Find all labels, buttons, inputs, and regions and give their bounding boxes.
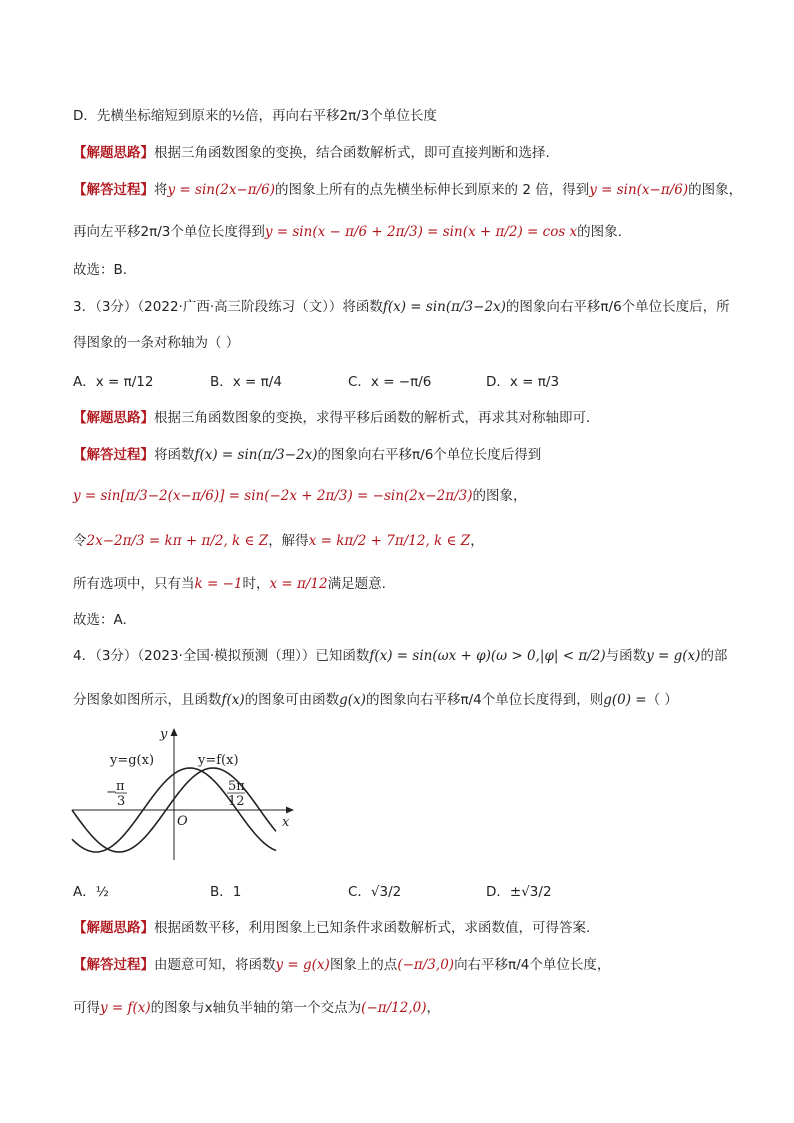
q4-process-line2: 可得y = f(x)的图象与x轴负半轴的第一个交点为(−π/12,0)， — [73, 1000, 440, 1016]
q3-process-line3: 令2x−2π/3 = kπ + π/2, k ∈ Z，解得x = kπ/2 + 7π/12, k ∈ Z， — [73, 533, 484, 549]
thought-tag: 【解题思路】 — [73, 920, 154, 936]
y-axis-arrow — [171, 728, 178, 736]
q3-stem-line1: 3．（3分）（2022·广西·高三阶段练习（文））将函数f(x) = sin(π/3−2x)的图象向右平移π/6个单位长度后，所 — [73, 299, 730, 315]
q4-option-b: B．1 — [210, 884, 242, 900]
q2-process-line1: 【解答过程】将y = sin(2x−π/6)的图象上所有的点先横坐标伸长到原来的 2 倍，得到y = sin(x−π/6)的图象， — [73, 182, 743, 198]
q3-option-d: D．x = π/3 — [486, 374, 560, 390]
q4-process-line1: 【解答过程】由题意可知，将函数y = g(x)图象上的点(−π/3,0)向右平移π/4个单位长度， — [73, 957, 611, 973]
q3-process-line2: y = sin[π/3−2(x−π/6)] = sin(−2x + 2π/3) = −sin(2x−2π/3)的图象， — [73, 488, 527, 504]
tick-right-num: 5π — [228, 779, 245, 794]
q4-stem-line1: 4．（3分）（2023·全国·模拟预测（理））已知函数f(x) = sin(ωx + φ)(ω > 0,|φ| < π/2)与函数y = g(x)的部 — [73, 648, 728, 664]
process-tag: 【解答过程】 — [73, 957, 154, 973]
thought-tag: 【解题思路】 — [73, 410, 154, 426]
q3-stem-line2: 得图象的一条对称轴为（ ） — [73, 335, 240, 351]
q2-option-d: D．先横坐标缩短到原来的½倍，再向右平移2π/3个单位长度 — [73, 108, 437, 124]
thought-tag: 【解题思路】 — [73, 145, 154, 161]
q4-option-c: C．√3/2 — [348, 884, 402, 900]
q3-thought: 【解题思路】根据三角函数图象的变换，求得平移后函数的解析式，再求其对称轴即可. — [73, 410, 591, 426]
label-g: y=g(x) — [110, 753, 155, 768]
q2-answer: 故选：B. — [73, 262, 128, 278]
q3-option-c: C．x = −π/6 — [348, 374, 432, 390]
q4-stem-line2: 分图象如图所示，且函数f(x)的图象可由函数g(x)的图象向右平移π/4个单位长度得到，则g(0) =（ ） — [73, 692, 678, 708]
q4-option-d: D．±√3/2 — [486, 884, 552, 900]
label-y: y — [160, 727, 168, 742]
q3-process-line4: 所有选项中，只有当k = −1时，x = π/12满足题意. — [73, 576, 386, 592]
q3-option-b: B．x = π/4 — [210, 374, 282, 390]
tick-left-sign: − — [106, 785, 117, 800]
tick-left-num: π — [116, 779, 125, 794]
label-origin: O — [177, 814, 188, 829]
q3-answer: 故选：A. — [73, 612, 127, 628]
q2-process-line2: 再向左平移2π/3个单位长度得到y = sin(x − π/6 + 2π/3) = sin(x + π/2) = cos x的图象. — [73, 224, 622, 240]
q4-option-a: A．½ — [73, 884, 109, 900]
label-f: y=f(x) — [198, 753, 239, 768]
q4-thought: 【解题思路】根据函数平移，利用图象上已知条件求函数解析式，求函数值，可得答案. — [73, 920, 591, 936]
q4-function-graph — [68, 722, 300, 862]
q3-process-line1: 【解答过程】将函数f(x) = sin(π/3−2x)的图象向右平移π/6个单位长度后得到 — [73, 447, 542, 463]
x-axis-arrow — [286, 807, 294, 814]
label-x: x — [282, 815, 290, 830]
q2-thought: 【解题思路】根据三角函数图象的变换，结合函数解析式，即可直接判断和选择. — [73, 145, 550, 161]
process-tag: 【解答过程】 — [73, 182, 154, 198]
q3-option-a: A．x = π/12 — [73, 374, 154, 390]
process-tag: 【解答过程】 — [73, 447, 154, 463]
tick-right-den: 12 — [228, 794, 245, 809]
tick-left-den: 3 — [117, 794, 126, 809]
